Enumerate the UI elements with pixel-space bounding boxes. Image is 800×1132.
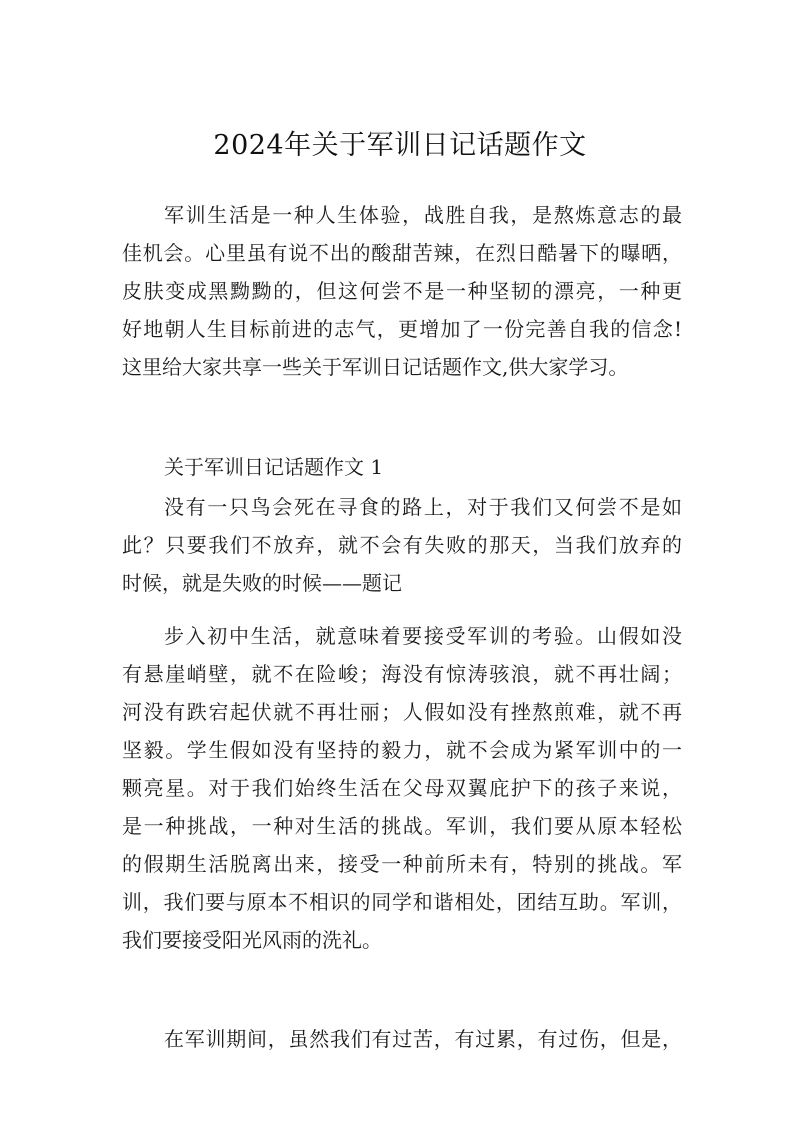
epigraph-paragraph xyxy=(122,488,682,602)
intro-line: 佳机会。心里虽有说不出的酸甜苦辣，在烈日酷暑下的曝晒， xyxy=(122,241,682,265)
paragraph-line: 步入初中生活，就意味着要接受军训的考验。山假如没 xyxy=(164,624,682,648)
intro-line: 这里给大家共享一些关于军训日记话题作文,供大家学习。 xyxy=(122,355,629,379)
paragraph-line: 河没有跌宕起伏就不再壮丽；人假如没有挫熬煎难，就不再 xyxy=(122,700,682,724)
paragraph-line: 时候，就是失败的时候——题记 xyxy=(122,571,402,595)
paragraph-line: 我们要接受阳光风雨的洗礼。 xyxy=(122,928,382,952)
intro-line: 皮肤变成黑黝黝的，但这何尝不是一种坚韧的漂亮，一种更 xyxy=(122,279,682,303)
intro-line: 好地朝人生目标前进的志气，更增加了一份完善自我的信念! xyxy=(122,317,682,341)
paragraph-line: 在军训期间，虽然我们有过苦，有过累，有过伤，但是， xyxy=(164,1027,682,1051)
body-paragraph xyxy=(122,617,682,959)
paragraph-line: 颗亮星。对于我们始终生活在父母双翼庇护下的孩子来说， xyxy=(122,776,682,800)
paragraph-line: 训，我们要与原本不相识的同学和谐相处，团结互助。军训， xyxy=(122,890,682,914)
paragraph-line: 有悬崖峭壁，就不在险峻；海没有惊涛骇浪，就不再壮阔； xyxy=(122,662,682,686)
paragraph-line: 坚毅。学生假如没有坚持的毅力，就不会成为紧军训中的一 xyxy=(122,738,682,762)
paragraph-line: 没有一只鸟会死在寻食的路上，对于我们又何尝不是如 xyxy=(164,495,682,519)
document-title: 2024年关于军训日记话题作文 xyxy=(213,130,587,161)
intro-paragraph xyxy=(122,196,682,386)
body-paragraph xyxy=(122,1020,682,1058)
paragraph-line: 是一种挑战，一种对生活的挑战。军训，我们要从原本轻松 xyxy=(122,814,682,838)
intro-line: 军训生活是一种人生体验，战胜自我，是熬炼意志的最 xyxy=(164,203,682,227)
paragraph-line: 此？只要我们不放弃，就不会有失败的那天，当我们放弃的 xyxy=(122,533,682,557)
paragraph-line: 的假期生活脱离出来，接受一种前所未有，特别的挑战。军 xyxy=(122,852,682,876)
section-heading: 关于军训日记话题作文 1 xyxy=(164,455,384,479)
